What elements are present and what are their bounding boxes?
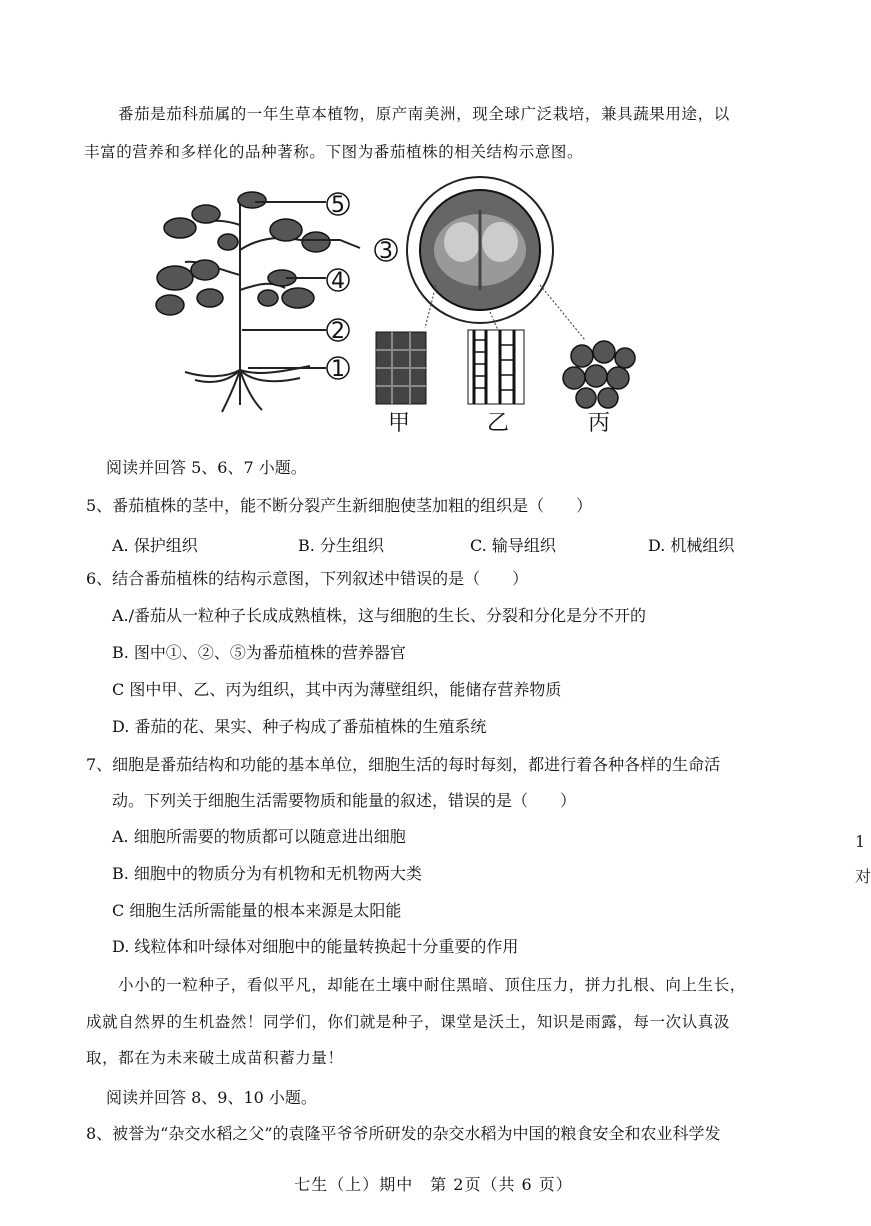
tissue-jia-illustration	[376, 332, 426, 404]
q5-option-b[interactable]: B. 分生组织	[298, 536, 384, 555]
tomato-structure-figure	[0, 180, 867, 480]
q7-option-a[interactable]: A. 细胞所需要的物质都可以随意进出细胞	[112, 827, 406, 846]
label-1: 1	[331, 357, 345, 382]
q7-option-b[interactable]: B. 细胞中的物质分为有机物和无机物两大类	[112, 864, 422, 883]
tissue-yi-illustration	[468, 330, 524, 404]
q6-option-b[interactable]: B. 图中①、②、⑤为番茄植株的营养器官	[112, 643, 406, 662]
q7-option-c[interactable]: C 细胞生活所需能量的根本来源是太阳能	[112, 901, 402, 920]
label-4: 4	[331, 269, 345, 294]
q5-option-a[interactable]: A. 保护组织	[112, 536, 198, 555]
question-8-stem: 8、被誉为“杂交水稻之父”的袁隆平爷爷所研发的杂交水稻为中国的粮食安全和农业科学发	[86, 1124, 721, 1143]
q5-option-c[interactable]: C. 输导组织	[470, 536, 556, 555]
intro-line-2: 丰富的营养和多样化的品种著称。下图为番茄植株的相关结构示意图。	[84, 143, 584, 161]
question-5-options	[112, 533, 832, 555]
intro-line-1: 番茄是茄科茄属的一年生草本植物，原产南美洲，现全球广泛栽培，兼具蔬果用途，以	[118, 105, 730, 123]
label-5: 5	[331, 193, 345, 218]
label-3: 3	[379, 239, 393, 264]
label-2: 2	[331, 319, 345, 344]
q6-option-c[interactable]: C 图中甲、乙、丙为组织，其中丙为薄壁组织，能储存营养物质	[112, 680, 562, 699]
q5-option-d[interactable]: D. 机械组织	[648, 536, 735, 555]
read-instruction-2: 阅读并回答 8、9、10 小题。	[106, 1088, 317, 1107]
q6-option-d[interactable]: D. 番茄的花、果实、种子构成了番茄植株的生殖系统	[112, 717, 487, 736]
tissue-bing-illustration	[563, 341, 635, 408]
q6-option-a[interactable]: A./番茄从一粒种子长成成熟植株，这与细胞的生长、分裂和分化是分不开的	[112, 606, 647, 625]
tissue-captions	[388, 411, 610, 436]
margin-mark-1: 1	[855, 832, 866, 851]
passage-2-line-3: 取，都在为未来破土成苗积蓄力量！	[86, 1049, 344, 1067]
caption-jia: 甲	[388, 411, 411, 436]
question-7-stem-line-1: 7、细胞是番茄结构和功能的基本单位，细胞生活的每时每刻，都进行着各种各样的生命活	[86, 755, 721, 774]
q7-option-d[interactable]: D. 线粒体和叶绿体对细胞中的能量转换起十分重要的作用	[112, 937, 519, 956]
question-5-stem: 5、番茄植株的茎中，能不断分裂产生新细胞使茎加粗的组织是（ ）	[86, 496, 593, 515]
tomato-cross-section	[407, 177, 553, 323]
question-6-stem: 6、结合番茄植株的结构示意图，下列叙述中错误的是（ ）	[86, 569, 529, 588]
passage-2-line-1: 小小的一粒种子，看似平凡，却能在土壤中耐住黑暗、顶住压力，拼力扎根、向上生长，	[118, 976, 746, 994]
read-instruction-1: 阅读并回答 5、6、7 小题。	[106, 458, 307, 477]
caption-bing: 丙	[588, 411, 611, 436]
question-7-stem-line-2: 动。下列关于细胞生活需要物质和能量的叙述，错误的是（ ）	[112, 791, 577, 810]
caption-yi: 乙	[487, 411, 510, 436]
tomato-plant-illustration	[156, 192, 360, 412]
page-footer: 七生（上）期中 第 2页（共 6 页）	[294, 1175, 573, 1194]
margin-mark-2: 对	[855, 867, 871, 886]
passage-2-line-2: 成就自然界的生机盎然！同学们，你们就是种子，课堂是沃土，知识是雨露，每一次认真汲	[86, 1013, 731, 1031]
